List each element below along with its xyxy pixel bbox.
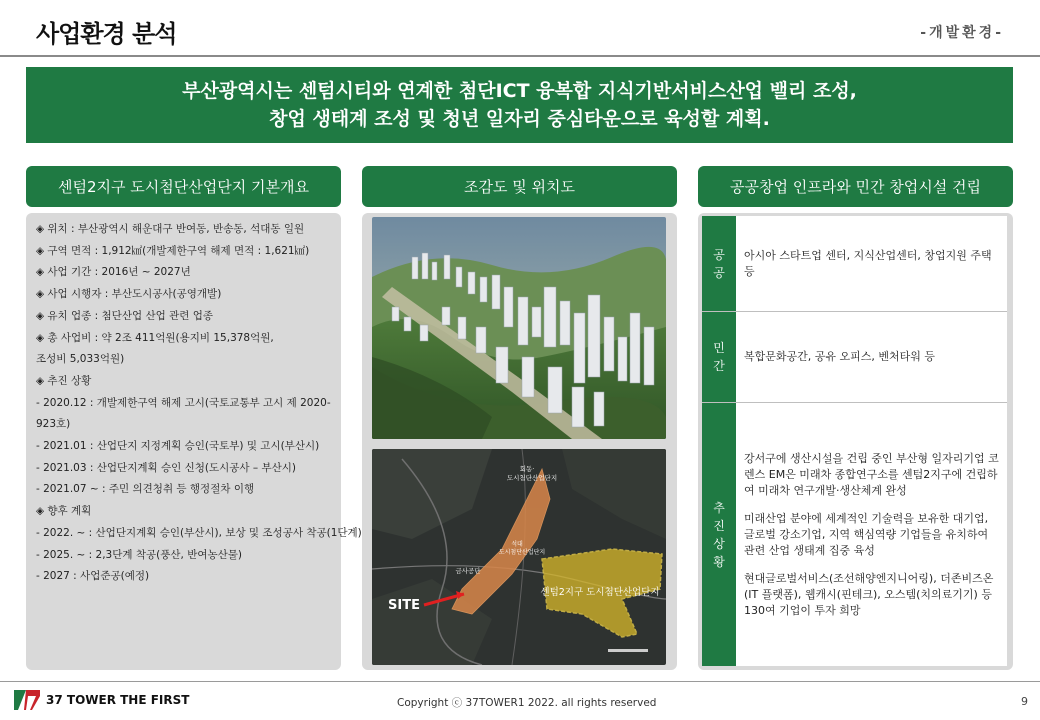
banner-line-2: 창업 생태계 조성 및 청년 일자리 중심타운으로 육성할 계획. — [269, 108, 770, 130]
overview-item: ◈ 총 사업비 : 약 2조 411억원(용지비 15,378억원, — [36, 331, 274, 344]
overview-item: - 2027 : 사업준공(예정) — [36, 570, 150, 583]
category-char: 간 — [713, 359, 725, 373]
map-header: 조감도 및 위치도 — [362, 166, 677, 207]
map-label-upper-2: 도시첨단산업단지 — [506, 474, 558, 482]
overview-item: - 2021.01 : 산업단지 지정계획 승인(국토부) 및 고시(부산시) — [36, 440, 320, 453]
infra-header: 공공창업 인프라와 민간 창업시설 건립 — [698, 166, 1013, 207]
overview-item: - 2021.03 : 산업단지계획 승인 신청(도시공사 – 부산시) — [36, 461, 296, 474]
overview-item: 923호) — [36, 418, 71, 431]
desc-public — [736, 216, 1007, 311]
desc-line: 현대글로벌서비스(조선해양엔지니어링), 더존비즈온(IT 플랫폼), 웹캐시(핀테크), 오스템(치의료기기) 등 130여 기업이 투자 희망 — [744, 571, 994, 617]
desc-line: 아시아 스타트업 센터, 지식산업센터, 창업지원 주택 등 — [744, 248, 992, 278]
headline-banner — [26, 67, 1013, 143]
map-panel — [362, 213, 677, 670]
category-public — [702, 216, 736, 311]
overview-item: - 2022. ~ : 산업단지계획 승인(부산시), 보상 및 조성공사 착공(1단계) — [36, 526, 362, 539]
brand-logo-icon — [14, 690, 40, 710]
desc-private — [736, 312, 1007, 402]
overview-header: 센텀2지구 도시첨단산업단지 기본개요 — [26, 166, 341, 207]
category-char: 상 — [713, 536, 725, 551]
desc-progress — [736, 403, 1007, 666]
overview-list — [36, 219, 362, 588]
site-location-map — [372, 449, 666, 665]
overview-item: ◈ 구역 면적 : 1,912㎢(개발제한구역 해제 면적 : 1,621㎢) — [36, 244, 310, 257]
copyright-text: Copyright ⓒ 37TOWER1 2022. all rights reserved — [397, 697, 657, 709]
desc-line: 복합문화공간, 공유 오피스, 벤처타워 등 — [744, 350, 935, 363]
desc-line: 미래산업 분야에 세계적인 기술력을 보유한 대기업, 글로벌 강소기업, 지역 핵심역량 기업들을 유치하여 관련 산업 생태계 집중 육성 — [744, 511, 989, 557]
map-label-zone: 센텀2지구 도시첨단산업단지 — [540, 587, 660, 598]
map-label-left: 금사공단 — [455, 567, 481, 575]
category-progress — [702, 403, 736, 666]
category-char: 추 — [713, 500, 725, 515]
brand-name: 37 TOWER THE FIRST — [46, 693, 190, 707]
category-private — [702, 312, 736, 402]
desc-line: 강서구에 생산시설을 건립 중인 부산형 일자리기업 코렌스 EM은 미래차 종합연구소를 센텀2지구에 건립하여 미래차 연구개발·생산체계 완성 — [744, 451, 999, 497]
overview-item: ◈ 유치 업종 : 첨단산업 산업 관련 업종 — [36, 309, 213, 322]
section-tag: -개발환경- — [920, 25, 1004, 41]
overview-item: ◈ 사업 기간 : 2016년 ~ 2027년 — [36, 266, 191, 279]
page-title: 사업환경 분석 — [36, 20, 177, 48]
infra-table — [702, 216, 1007, 666]
banner-line-1: 부산광역시는 센텀시티와 연계한 첨단ICT 융복합 지식기반서비스산업 밸리 조성, — [182, 80, 857, 102]
overview-item: - 2021.07 ~ : 주민 의견청취 등 행정절차 이행 — [36, 483, 255, 496]
category-char: 진 — [713, 518, 725, 533]
map-label-mid-1: 석대 — [511, 541, 523, 548]
category-char: 공 — [713, 247, 725, 262]
overview-panel — [26, 213, 362, 670]
top-divider — [0, 55, 1040, 57]
overview-item: 조성비 5,033억원) — [36, 353, 125, 366]
overview-item: - 2025. ~ : 2,3단계 착공(풍산, 반여농산물) — [36, 548, 243, 561]
category-char: 황 — [713, 554, 725, 569]
overview-item: ◈ 사업 시행자 : 부산도시공사(공영개발) — [36, 288, 222, 301]
infra-panel — [698, 213, 1013, 670]
aerial-rendering-image — [372, 217, 666, 439]
bottom-divider — [0, 681, 1040, 682]
page-number: 9 — [1021, 695, 1028, 708]
overview-item: - 2020.12 : 개발제한구역 해제 고시(국토교통부 고시 제 2020- — [36, 396, 331, 409]
site-label: SITE — [388, 598, 420, 613]
overview-item: ◈ 위치 : 부산광역시 해운대구 반여동, 반송동, 석대동 일원 — [36, 223, 305, 235]
category-char: 민 — [713, 341, 725, 355]
category-char: 공 — [713, 265, 725, 280]
overview-item: ◈ 추진 상황 — [36, 374, 92, 387]
map-label-upper-1: 회동· — [519, 465, 535, 473]
map-label-mid-2: 도시첨단산업단지 — [498, 549, 546, 556]
overview-item: ◈ 향후 계획 — [36, 505, 92, 518]
